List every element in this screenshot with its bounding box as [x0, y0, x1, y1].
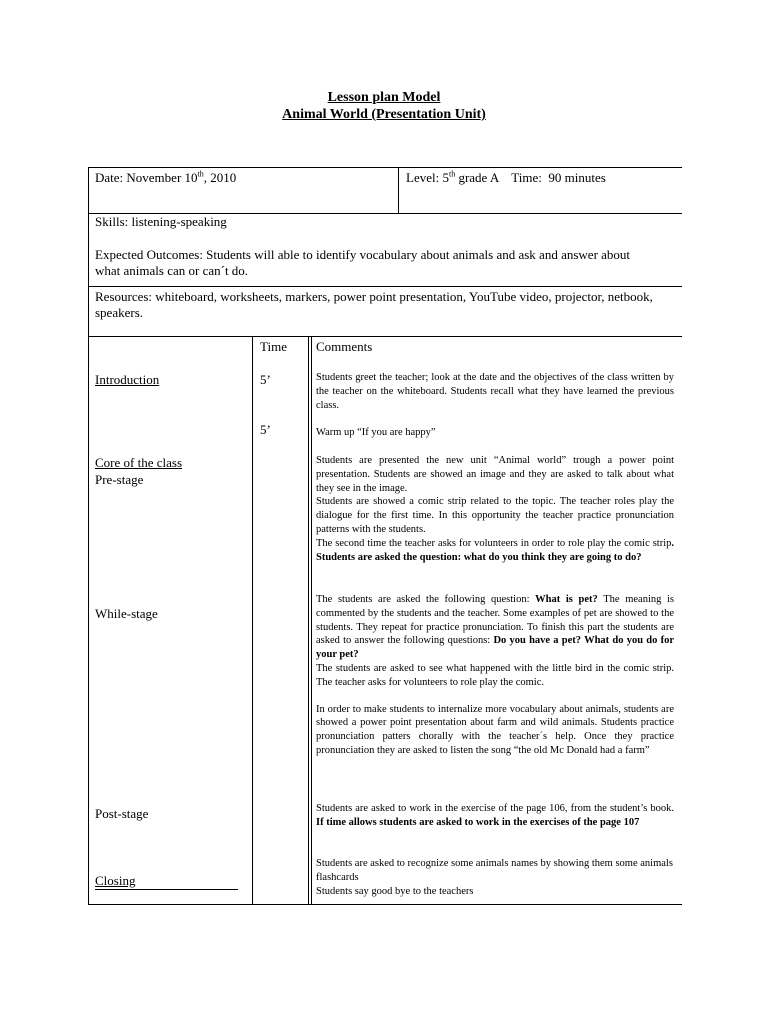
table-left-border: [88, 167, 89, 905]
comment-pre-3: [316, 537, 674, 565]
outcomes-text: Expected Outcomes: Students will able to identify vocabulary about animals and ask and answer about what animals can or can´t do.: [95, 247, 631, 278]
comment-while-2: The students are asked to see what happened with the little bird in the comic strip. The teacher asks for volunteers to role play the comic.: [316, 662, 674, 688]
skills-text: Skills: listening-speaking: [95, 214, 227, 229]
comment-pre-3a: The second time the teacher asks for volunteers in order to role play the comic strip: [316, 537, 672, 549]
comment-while-1: [316, 593, 674, 662]
comment-while-1c: The meaning is commented by the students and the teacher. Some examples of pet are showed to the students. They repeat for practice pronunciation. To finish this part the students are asked to answer the following questions:: [316, 594, 675, 647]
stage-while: While-stage: [95, 606, 158, 621]
comment-while-1b: What is pet?: [535, 594, 598, 605]
level-time-text: grade A Time: 90 minutes: [455, 170, 606, 185]
stage-time-divider: [252, 336, 253, 905]
stage-closing-label: Closing: [95, 873, 136, 888]
stage-pre: Pre-stage: [95, 472, 144, 487]
comment-pre-stage: [316, 454, 674, 564]
level-cell: [406, 170, 606, 186]
comment-pre-2: Students are showed a comic strip related to the topic. The teacher roles play the dialogue for the first time. In this opportunity the teacher practice pronunciation patterns with the students.: [316, 496, 674, 535]
date-text: Date: November 10: [95, 170, 198, 185]
comment-closing-1: Students are asked to recognize some animals names by showing them some animals flashcards: [316, 858, 673, 883]
comments-column-header: Comments: [316, 339, 373, 354]
resources-text: Resources: whiteboard, worksheets, markers, power point presentation, YouTube video, projector, netbook, speakers.: [95, 289, 653, 320]
comment-while-1a: The students are asked the following question:: [316, 594, 536, 605]
comment-while-3: In order to make students to internalize more vocabulary about animals, students are showed a power point presentation about farm and wild animals. Students practice pronunciation patters chorally with the teacher´s help. Once they practice pronunciation they are asked to listen the song “the old Mc Donald had a farm”: [316, 703, 674, 756]
comment-warmup: Warm up “If you are happy”: [316, 427, 436, 438]
stage-closing: [95, 873, 238, 890]
resources-row-divider: [88, 286, 682, 287]
stage-post: Post-stage: [95, 806, 149, 821]
stage-introduction: Introduction: [95, 372, 160, 387]
date-cell: [95, 170, 236, 186]
stage-core: Core of the class: [95, 455, 183, 470]
date-year: , 2010: [203, 170, 237, 185]
level-sup: th: [448, 169, 456, 179]
document-subtitle: Animal World (Presentation Unit): [282, 107, 486, 122]
document-title: Lesson plan Model: [327, 90, 441, 105]
time-introduction: 5’: [260, 372, 271, 387]
comment-introduction: Students greet the teacher; look at the date and the objectives of the class written by the teacher on the whiteboard. Students recall what they have learned the previous class.: [316, 372, 674, 411]
time-comments-divider-inner: [311, 336, 312, 905]
time-comments-divider: [308, 336, 309, 905]
comment-while-1d: Do you have a pet? What do you do for your pet?: [316, 635, 674, 661]
comment-closing-2: Students say good bye to the teachers: [316, 885, 474, 897]
comment-pre-1: Students are presented the new unit “Animal world” trough a power point presentation. Students are showed an image and they are asked to talk about what they see in the image.: [316, 455, 674, 494]
comment-closing: [316, 857, 688, 898]
table-bottom-border: [88, 904, 682, 905]
time-column-header: Time: [260, 339, 287, 354]
comment-while-stage: [316, 593, 674, 758]
comment-pre-3b: . Students are asked the question: what do you think they are going to do?: [316, 537, 674, 563]
comment-post-stage: [316, 802, 674, 830]
lesson-table-top: [88, 336, 682, 337]
comment-post-b: If time allows students are asked to work in the exercises of the page 107: [316, 816, 640, 828]
level-text: Level: 5: [406, 170, 449, 185]
time-warmup: 5’: [260, 422, 271, 437]
date-sup: th: [197, 169, 204, 179]
comment-post-a: Students are asked to work in the exercise of the page 106, from the student’s book.: [316, 803, 674, 814]
date-level-divider: [398, 167, 399, 214]
table-top-border: [88, 167, 682, 168]
